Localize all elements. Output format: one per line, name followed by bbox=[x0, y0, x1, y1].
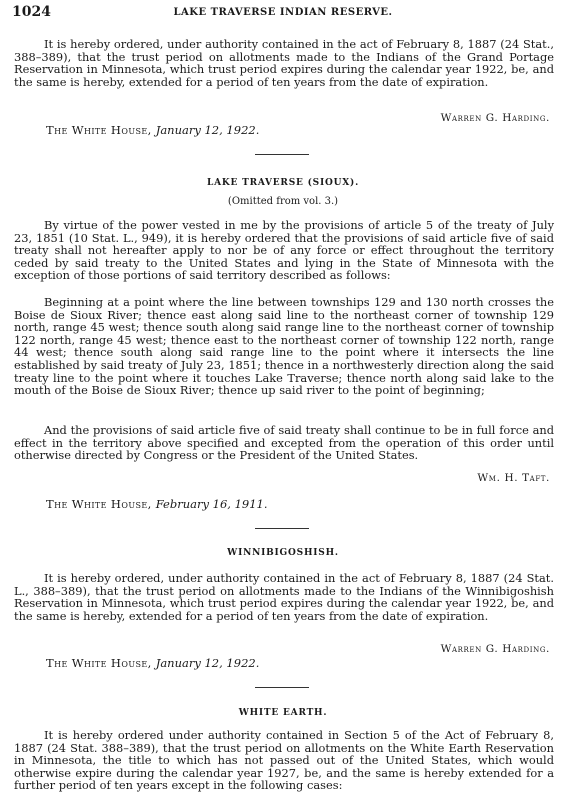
running-header bbox=[12, 4, 554, 22]
omitted-note: (Omitted from vol. 3.) bbox=[227, 196, 339, 207]
grand-portage-signature: Warren G. Harding. bbox=[440, 112, 550, 124]
section-divider bbox=[255, 528, 309, 529]
section-divider bbox=[255, 687, 309, 688]
white-earth-order-text: It is hereby ordered under authority contained in Section 5 of the Act of February 8, 1887 (24 Stat. 388–389), that the trust period on allotments on the White Earth Reservation in Minnesota, the title to which has not passed out of the United States, which would otherwise expire during the calendar year 1927, be, and the same is hereby extended for a further period of ten years except in the following cases: bbox=[14, 728, 554, 793]
lake-traverse-signature: Wm. H. Taft. bbox=[477, 472, 550, 484]
winnibigoshish-place: The White House, bbox=[46, 656, 152, 670]
lake-traverse-date: February 16, 1911. bbox=[155, 497, 268, 511]
lake-traverse-paragraph-1: By virtue of the power vested in me by the provisions of article 5 of the treaty of July 23, 1851 (10 Stat. L., 949), it is hereby ordered that the provisions of said article five of said treaty shall not hereafter apply to nor be of any force or effect throughout the territory ceded by said treaty to the United States and lying in the State of Minnesota with the exception of those portions of said territory described as follows: bbox=[14, 218, 554, 283]
winnibigoshish-date: January 12, 1922. bbox=[155, 656, 260, 670]
winnibigoshish-order-text: It is hereby ordered, under authority contained in the act of February 8, 1887 (24 Stat. L., 388–389), that the trust period on allotments made to the Indians of the Winnibigoshish Reservation in Minnesota, which trust period expires during the calendar year 1922, be, and the same is hereby, extended for a period of ten years from the date of expiration. bbox=[14, 571, 554, 623]
lake-traverse-place-date bbox=[46, 497, 268, 511]
winnibigoshish-signature: Warren G. Harding. bbox=[440, 643, 550, 655]
page-number: 1024 bbox=[12, 4, 51, 20]
grand-portage-place-date bbox=[46, 123, 259, 137]
winnibigoshish-place-date bbox=[46, 656, 259, 670]
lake-traverse-place: The White House, bbox=[46, 497, 152, 511]
white-earth-heading: WHITE EARTH. bbox=[238, 708, 328, 718]
section-divider bbox=[255, 154, 309, 155]
lake-traverse-paragraph-2: Beginning at a point where the line between townships 129 and 130 north crosses the Boise de Sioux River; thence east along said line to the northeast corner of township 129 north, range 45 west; thence south along said range line to the northeast corner of township 122 north, range 45 west; thence east to the northeast corner of township 122 north, range 44 west; thence south along said range line to the point where it intersects the line established by said treaty of July 23, 1851; thence in a northwesterly direction along the said treaty line to the point where it touches Lake Traverse; thence north along said lake to the mouth of the Boise de Sioux River; thence up said river to the point of beginning; bbox=[14, 295, 554, 398]
lake-traverse-heading: LAKE TRAVERSE (SIOUX). bbox=[206, 178, 360, 188]
running-title: LAKE TRAVERSE INDIAN RESERVE. bbox=[173, 7, 393, 18]
winnibigoshish-heading: WINNIBIGOSHISH. bbox=[227, 548, 339, 558]
lake-traverse-paragraph-3: And the provisions of said article five of said treaty shall continue to be in full force and effect in the territory above specified and excepted from the operation of this order until otherwise directed by Congress or the President of the United States. bbox=[14, 423, 554, 463]
grand-portage-place: The White House, bbox=[46, 123, 152, 137]
grand-portage-order-text: It is hereby ordered, under authority contained in the act of February 8, 1887 (24 Stat., 388–389), that the trust period on allotments made to the Indians of the Grand Portage Reservation in Minnesota, which trust period expires during the calendar year 1922, be, and the same is hereby, extended for a period of ten years from the date of expiration. bbox=[14, 37, 554, 89]
grand-portage-date: January 12, 1922. bbox=[155, 123, 260, 137]
